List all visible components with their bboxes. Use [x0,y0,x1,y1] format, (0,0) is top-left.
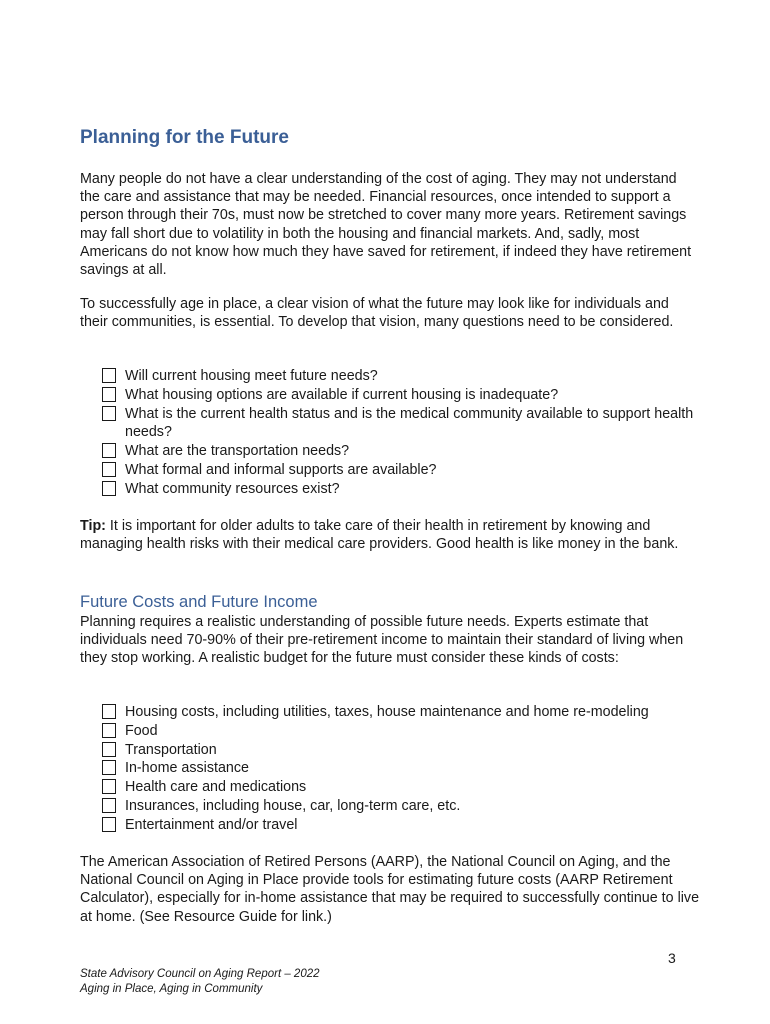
page-title: Planning for the Future [80,127,289,148]
checklist-item-label: Food [125,722,158,739]
resources-paragraph: The American Association of Retired Persons (AARP), the National Council on Aging, and the National Council on Aging in Place provide tools for estimating future costs (AARP Retirement Calculator), especially for in-home assistance that may be required to successfully continue to live at home. (See Resource Guide for link.) [80,854,700,925]
footer [80,967,320,997]
checkbox[interactable] [102,723,116,738]
checkbox[interactable] [102,368,116,383]
checklist-item-label: Entertainment and/or travel [125,816,298,833]
checklist-item [101,386,701,405]
checklist-item-label: Insurances, including house, car, long-term care, etc. [125,797,461,814]
section-subheading: Future Costs and Future Income [80,593,318,611]
checklist-item [101,442,701,461]
page-number: 3 [668,950,676,966]
checklist-item-label: Transportation [125,741,217,758]
checkbox[interactable] [102,481,116,496]
planning-paragraph: Planning requires a realistic understanding of possible future needs. Experts estimate that individuals need 70-90% of their pre-retirement income to maintain their standard of living when they stop working. A realistic budget for the future must consider these kinds of costs: [80,614,684,667]
checklist-item-label: What are the transportation needs? [125,443,350,460]
checklist-item-label: What community resources exist? [125,480,340,497]
checklist-item-label: What housing options are available if current housing is inadequate? [125,386,559,403]
checkbox[interactable] [102,817,116,832]
checklist-item-label: Housing costs, including utilities, taxes, house maintenance and home re-modeling [125,704,649,720]
checklist-item-label: What formal and informal supports are available? [125,461,437,478]
footer-line-subtitle: Aging in Place, Aging in Community [80,983,263,995]
checklist-item [101,461,701,480]
tip-label: Tip: [80,518,106,534]
checkbox[interactable] [102,742,116,757]
checklist-item [101,778,701,797]
checklist-item [101,367,701,386]
checklist-item [101,816,701,835]
checkbox[interactable] [102,704,116,719]
checkbox[interactable] [102,798,116,813]
costs-checklist [101,703,701,835]
checklist-item [101,797,701,816]
checkbox[interactable] [102,760,116,775]
checklist-item [101,480,701,499]
checklist-item [101,759,701,778]
questions-checklist [101,367,701,499]
footer-line-report: State Advisory Council on Aging Report – 2022 [80,968,320,980]
checklist-item [101,405,701,443]
checklist-item-label: What is the current health status and is the medical community available to support health needs? [125,405,694,441]
checkbox[interactable] [102,387,116,402]
checkbox[interactable] [102,779,116,794]
checkbox[interactable] [102,443,116,458]
checkbox[interactable] [102,406,116,421]
checklist-item [101,722,701,741]
checkbox[interactable] [102,462,116,477]
tip-text: It is important for older adults to take care of their health in retirement by knowing and managing health risks with their medical care providers. Good health is like money in the bank. [80,518,679,553]
checklist-item-label: In-home assistance [125,760,249,777]
checklist-item-label: Will current housing meet future needs? [125,368,378,384]
checklist-item-label: Health care and medications [125,779,307,796]
checklist-item [101,703,701,722]
checklist-item [101,741,701,760]
tip-paragraph [80,517,700,553]
intro-paragraph: Many people do not have a clear understanding of the cost of aging. They may not understand the care and assistance that may be needed. Financial resources, once intended to support a person through their 70s, must now be stretched to cover many more years. Retirement savings may fall short due to volatility in both the housing and financial markets. And, sadly, most Americans do not know how much they have saved for retirement, if indeed they have retirement savings at all. [80,171,692,279]
vision-paragraph: To successfully age in place, a clear vision of what the future may look like for individuals and their communities, is essential. To develop that vision, many questions need to be considered. [80,296,674,331]
